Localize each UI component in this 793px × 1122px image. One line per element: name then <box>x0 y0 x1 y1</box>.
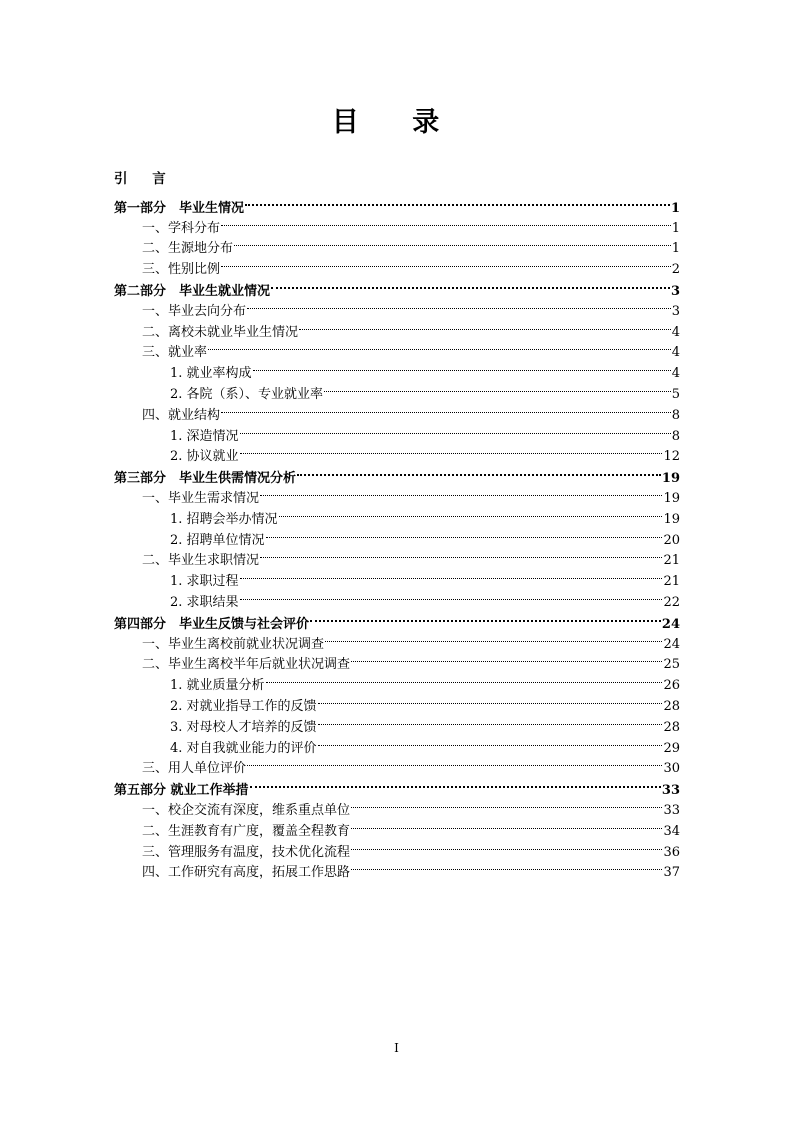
toc-dot-leader <box>247 287 671 309</box>
toc-dot-leader <box>240 433 663 455</box>
toc-dot-leader <box>297 453 661 476</box>
toc-entry-label: 二、离校未就业毕业生情况 <box>142 324 299 340</box>
toc-entry-page: 21 <box>663 574 680 590</box>
toc-dot-leader <box>253 349 671 371</box>
toc-entry-page: 5 <box>671 386 680 402</box>
page-number: I <box>394 1041 399 1055</box>
toc-entry-page: 4 <box>671 345 680 361</box>
toc-entry-label: 第一部分 毕业生情况 <box>114 200 245 216</box>
toc-entry-label: 二、生源地分布 <box>142 241 234 257</box>
toc-entry-label: 一、毕业去向分布 <box>142 303 247 319</box>
toc-entry-page: 25 <box>663 657 680 673</box>
toc-dot-leader <box>351 807 662 829</box>
toc-entry-page: 37 <box>663 865 680 881</box>
toc-entry-label: 三、性别比例 <box>142 262 221 278</box>
toc-dot-leader <box>221 245 671 267</box>
toc-dot-leader <box>318 682 663 704</box>
toc-dot-leader <box>234 225 671 247</box>
toc-entry-page: 19 <box>663 511 680 527</box>
toc-entry-label: 2. 对就业指导工作的反馈 <box>170 698 317 714</box>
toc-entry-page: 12 <box>663 449 680 465</box>
toc-entry-label: 第三部分 毕业生供需情况分析 <box>114 471 297 487</box>
toc-dot-leader <box>208 329 671 351</box>
toc-entry-label: 四、工作研究有高度，拓展工作思路 <box>142 865 351 881</box>
toc-dot-leader <box>247 745 662 767</box>
toc-entry-label: 三、用人单位评价 <box>142 761 247 777</box>
toc-dot-leader <box>310 599 661 622</box>
toc-dot-leader <box>351 849 662 871</box>
toc-dot-leader <box>325 620 662 642</box>
toc-dot-leader <box>271 266 670 289</box>
toc-entry-label: 2. 招聘单位情况 <box>170 532 265 548</box>
toc-dot-leader <box>260 474 662 496</box>
page-title: 目 录 <box>331 107 462 138</box>
toc-entry-label: 二、毕业生求职情况 <box>142 553 260 569</box>
toc-entry-label: 一、校企交流有深度，维系重点单位 <box>142 802 351 818</box>
toc-entry-page: 19 <box>661 471 680 487</box>
toc-entry-page: 28 <box>663 719 680 735</box>
toc-dot-leader <box>240 578 663 600</box>
toc-dot-leader <box>318 703 663 725</box>
toc-dot-leader <box>351 641 662 663</box>
toc-dot-leader <box>351 828 662 850</box>
toc-dot-leader <box>279 495 663 517</box>
toc-entry-label: 1. 深造情况 <box>170 428 239 444</box>
toc-entry-page: 19 <box>663 490 680 506</box>
toc-entry-label: 3. 对母校人才培养的反馈 <box>170 719 317 735</box>
toc-entry-label: 一、学科分布 <box>142 220 221 236</box>
toc-entry-page: 24 <box>663 636 680 652</box>
toc-entry-page: 20 <box>663 532 680 548</box>
toc-entry-page: 22 <box>663 594 680 610</box>
toc-entry-page: 24 <box>661 616 680 632</box>
toc-entry-page: 4 <box>671 366 680 382</box>
toc-entry-page: 30 <box>663 761 680 777</box>
toc-entry-label: 第四部分 毕业生反馈与社会评价 <box>114 616 310 632</box>
toc-dot-leader <box>240 557 663 579</box>
toc-entry-page: 34 <box>663 823 680 839</box>
toc-entry-page: 1 <box>670 200 680 216</box>
toc-entry-label: 1. 招聘会举办情况 <box>170 511 278 527</box>
toc-entry-label: 2. 求职结果 <box>170 594 239 610</box>
toc-entry-page: 33 <box>661 783 680 799</box>
toc-entry-label: 1. 求职过程 <box>170 574 239 590</box>
toc-entry-page: 8 <box>671 428 680 444</box>
toc-entry-page: 8 <box>671 407 680 423</box>
toc-entry-label: 三、就业率 <box>142 345 208 361</box>
toc-dot-leader <box>250 765 661 788</box>
toc-entry-label: 第二部分 毕业生就业情况 <box>114 283 271 299</box>
toc-entry-page: 1 <box>671 220 680 236</box>
toc-entry-page: 2 <box>671 262 680 278</box>
toc-dot-leader <box>351 786 662 808</box>
toc-entry-label: 一、毕业生需求情况 <box>142 490 260 506</box>
toc-intro-heading: 引 言 <box>114 171 176 187</box>
toc-dot-leader <box>266 661 663 683</box>
toc-entry-page: 21 <box>663 553 680 569</box>
toc-entry-page: 26 <box>663 678 680 694</box>
toc-entry-label: 四、就业结构 <box>142 407 221 423</box>
toc-entry-page: 3 <box>671 303 680 319</box>
toc-entry-label: 1. 就业质量分析 <box>170 678 265 694</box>
toc-entry-label: 4. 对自我就业能力的评价 <box>170 740 317 756</box>
toc-dot-leader <box>318 724 663 746</box>
toc-entry-label: 二、毕业生离校半年后就业状况调查 <box>142 657 351 673</box>
toc-entry-page: 4 <box>671 324 680 340</box>
toc-dot-leader <box>245 183 670 206</box>
toc-dot-leader <box>221 391 671 413</box>
toc-dot-leader <box>266 516 663 538</box>
toc-dot-leader <box>260 537 662 559</box>
toc-entry-label: 2. 各院（系）、专业就业率 <box>170 386 324 402</box>
toc-entry-label: 2. 协议就业 <box>170 449 239 465</box>
toc-entry-label: 三、管理服务有温度，技术优化流程 <box>142 844 351 860</box>
toc-entry-page: 1 <box>671 241 680 257</box>
toc-entry-label: 一、毕业生离校前就业状况调查 <box>142 636 325 652</box>
toc-entry-page: 3 <box>670 283 680 299</box>
toc-dot-leader <box>299 308 671 330</box>
toc-entry-label: 第五部分 就业工作举措 <box>114 783 249 799</box>
toc-dot-leader <box>324 370 671 392</box>
toc-entry-page: 33 <box>663 802 680 818</box>
toc-entry-page: 29 <box>663 740 680 756</box>
table-of-contents <box>114 189 680 881</box>
toc-entry-page: 28 <box>663 698 680 714</box>
toc-dot-leader <box>240 412 671 434</box>
toc-dot-leader <box>221 204 671 226</box>
toc-entry-page: 36 <box>663 844 680 860</box>
toc-entry-label: 1. 就业率构成 <box>170 366 252 382</box>
toc-entry-label: 二、生涯教育有广度，覆盖全程教育 <box>142 823 351 839</box>
